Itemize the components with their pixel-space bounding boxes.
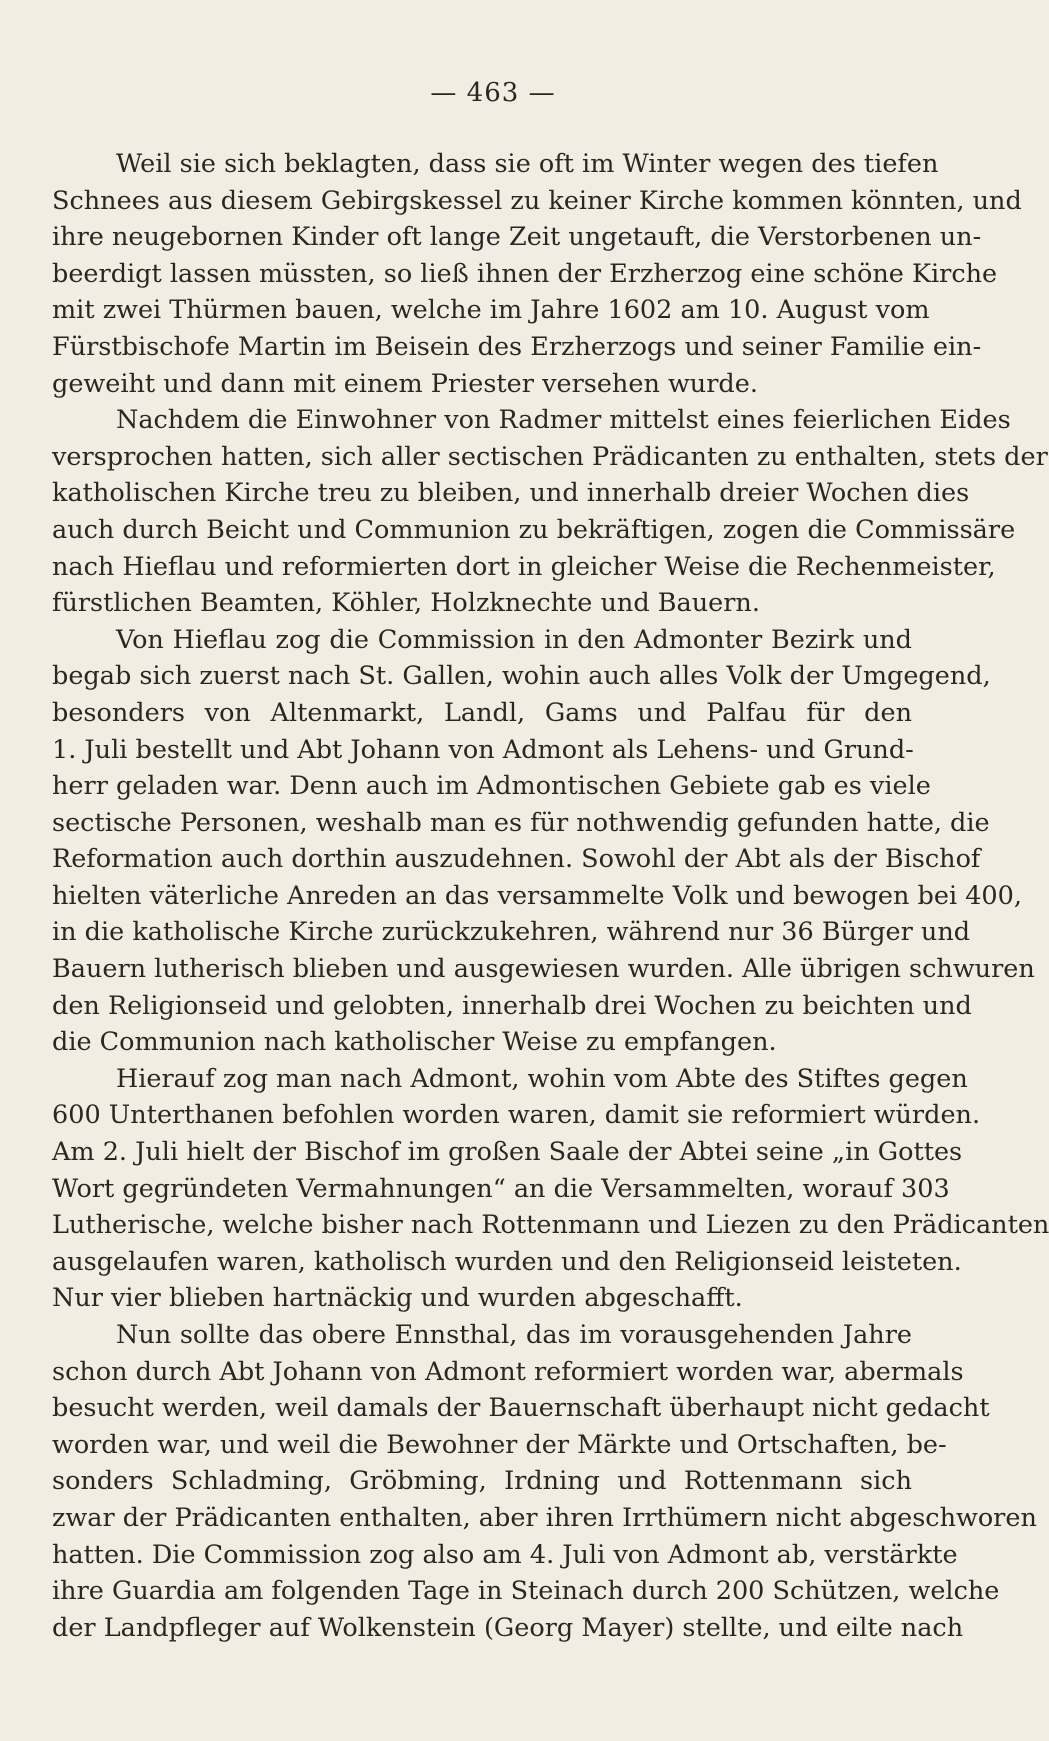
text-line: geweiht und dann mit einem Priester versehen wurde. (52, 368, 758, 399)
text-line: nach Hieflau und reformierten dort in gleicher Weise die Rechenmeister, (52, 551, 996, 582)
text-line: worden war, und weil die Bewohner der Märkte und Ortschaften, be- (52, 1429, 947, 1460)
text-line: der Landpfleger auf Wolkenstein (Georg Mayer) stellte, und eilte nach (52, 1612, 964, 1643)
text-line: besonders von Altenmarkt, Landl, Gams und Palfau für den (52, 697, 912, 728)
paragraph (52, 622, 1035, 1061)
text-line: Reformation auch dorthin auszudehnen. Sowohl der Abt als der Bischof (52, 844, 981, 875)
text-line: Am 2. Juli hielt der Bischof im großen Saale der Abtei seine „in Gottes (52, 1137, 963, 1168)
text-line: Fürstbischofe Martin im Beisein des Erzherzogs und seiner Familie ein- (52, 331, 982, 362)
text-line: zwar der Prädicanten enthalten, aber ihren Irrthümern nicht abgeschworen (52, 1502, 1037, 1533)
page-number: — 463 — (430, 78, 556, 108)
text-line: begab sich zuerst nach St. Gallen, wohin auch alles Volk der Umgegend, (52, 661, 991, 692)
text-line: hatten. Die Commission zog also am 4. Juli von Admont ab, verstärkte (52, 1539, 958, 1570)
text-line: beerdigt lassen müssten, so ließ ihnen der Erzherzog eine schöne Kirche (52, 258, 998, 289)
text-line: Hierauf zog man nach Admont, wohin vom Abte des Stiftes gegen (116, 1063, 968, 1094)
text-line: sectische Personen, weshalb man es für nothwendig gefunden hatte, die (52, 807, 990, 838)
text-line: Nur vier blieben hartnäckig und wurden abgeschafft. (52, 1283, 743, 1314)
text-line: 1. Juli bestellt und Abt Johann von Admont als Lehens- und Grund- (52, 734, 914, 765)
text-line: schon durch Abt Johann von Admont reformiert worden war, abermals (52, 1356, 964, 1387)
text-line: sonders Schladming, Gröbming, Irdning und Rottenmann sich (52, 1466, 912, 1497)
text-line: Nachdem die Einwohner von Radmer mittelst eines feierlichen Eides (116, 405, 1011, 436)
text-line: Bauern lutherisch blieben und ausgewiesen wurden. Alle übrigen schwuren (52, 954, 1035, 985)
text-line: ausgelaufen waren, katholisch wurden und den Religionseid leisteten. (52, 1246, 962, 1277)
paragraph (52, 1317, 1037, 1646)
page-body (52, 146, 1049, 1646)
text-line: Von Hieflau zog die Commission in den Admonter Bezirk und (116, 624, 912, 655)
paragraph (52, 1061, 1049, 1317)
text-line: ihre neugebornen Kinder oft lange Zeit ungetauft, die Verstorbenen un- (52, 222, 982, 253)
text-line: hielten väterliche Anreden an das versammelte Volk und bewogen bei 400, (52, 880, 1022, 911)
paragraph (52, 402, 1048, 622)
text-line: herr geladen war. Denn auch im Admontischen Gebiete gab es viele (52, 771, 931, 802)
paragraph (52, 146, 1022, 402)
text-line: die Communion nach katholischer Weise zu empfangen. (52, 1027, 777, 1058)
text-line: katholischen Kirche treu zu bleiben, und innerhalb dreier Wochen dies (52, 478, 970, 509)
text-line: auch durch Beicht und Communion zu bekräftigen, zogen die Commissäre (52, 514, 1016, 545)
text-line: den Religionseid und gelobten, innerhalb drei Wochen zu beichten und (52, 990, 972, 1021)
text-line: versprochen hatten, sich aller sectischen Prädicanten zu enthalten, stets der (52, 441, 1048, 472)
text-line: fürstlichen Beamten, Köhler, Holzknechte und Bauern. (52, 588, 760, 619)
text-line: ihre Guardia am folgenden Tage in Steinach durch 200 Schützen, welche (52, 1576, 1000, 1607)
text-line: 600 Unterthanen befohlen worden waren, damit sie reformiert würden. (52, 1100, 981, 1131)
text-line: Nun sollte das obere Ennsthal, das im vorausgehenden Jahre (116, 1320, 912, 1350)
text-line: Schnees aus diesem Gebirgskessel zu keiner Kirche kommen könnten, und (52, 185, 1022, 216)
text-line: mit zwei Thürmen bauen, welche im Jahre 1602 am 10. August vom (52, 295, 930, 326)
text-line: in die katholische Kirche zurückzukehren, während nur 36 Bürger und (52, 917, 971, 948)
text-line: Wort gegründeten Vermahnungen“ an die Versammelten, worauf 303 (52, 1173, 950, 1204)
text-line: Lutherische, welche bisher nach Rottenmann und Liezen zu den Prädicanten (52, 1210, 1049, 1241)
text-line: besucht werden, weil damals der Bauernschaft überhaupt nicht gedacht (52, 1393, 990, 1424)
text-line: Weil sie sich beklagten, dass sie oft im Winter wegen des tiefen (116, 149, 939, 179)
